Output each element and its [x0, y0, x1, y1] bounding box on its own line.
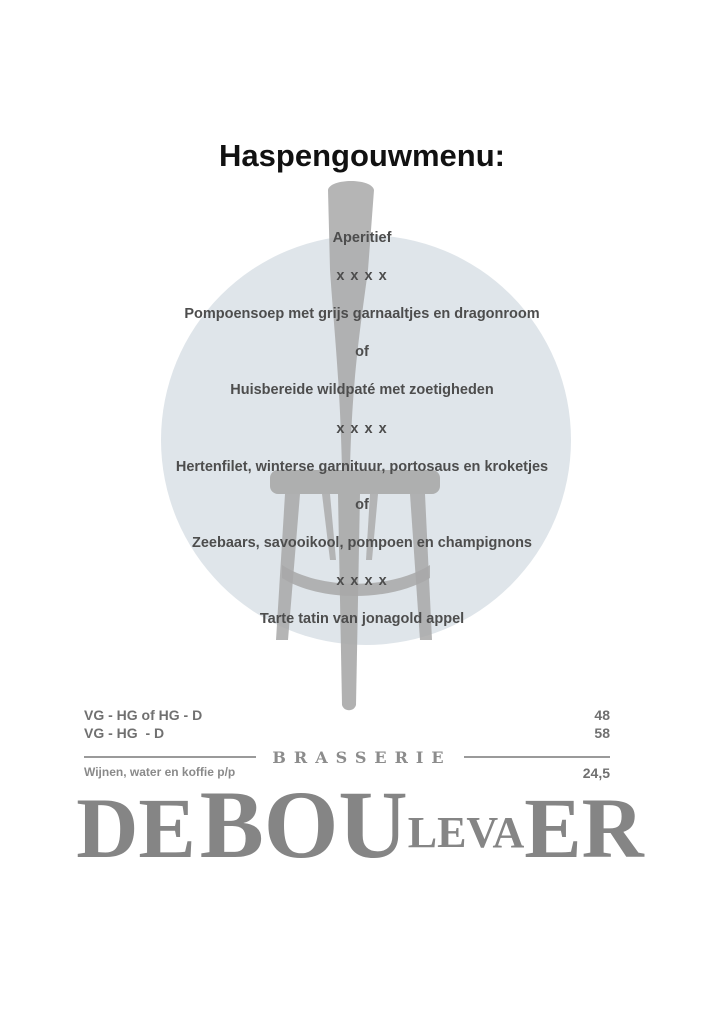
price-value: 58: [594, 725, 610, 741]
price-row: [84, 725, 610, 741]
course-separator: x x x x: [336, 268, 388, 284]
option-or: of: [355, 497, 369, 513]
logo-subtitle: BRASSERIE: [272, 748, 452, 767]
price-row: [84, 707, 610, 723]
course-aperitif: Aperitief: [332, 230, 392, 246]
logo-part: DE: [76, 780, 196, 876]
logo-part: ER: [524, 780, 644, 876]
main-option-venison: Hertenfilet, winterse garnituur, portosaus en kroketjes: [175, 459, 549, 475]
extras-label: Wijnen, water en koffie p/p: [84, 765, 236, 779]
logo-part: LEVA: [407, 808, 525, 857]
menu-title: Haspengouwmenu:: [219, 138, 505, 173]
extras-value: 24,5: [582, 765, 610, 781]
main-option-seabass: Zeebaars, savooikool, pompoen en champignons: [191, 535, 532, 551]
dessert: Tarte tatin van jonagold appel: [259, 611, 465, 627]
course-separator: x x x x: [336, 421, 388, 437]
starter-option-pate: Huisbereide wildpaté met zoetigheden: [230, 382, 494, 398]
course-separator: x x x x: [336, 573, 388, 589]
logo-part: BOU: [199, 771, 408, 878]
option-or: of: [355, 344, 369, 360]
price-label: VG - HG of HG - D: [84, 707, 203, 723]
starter-option-soup: Pompoensoep met grijs garnaaltjes en dragonroom: [184, 306, 540, 322]
price-label: VG - HG - D: [84, 725, 165, 741]
price-value: 48: [594, 707, 610, 723]
